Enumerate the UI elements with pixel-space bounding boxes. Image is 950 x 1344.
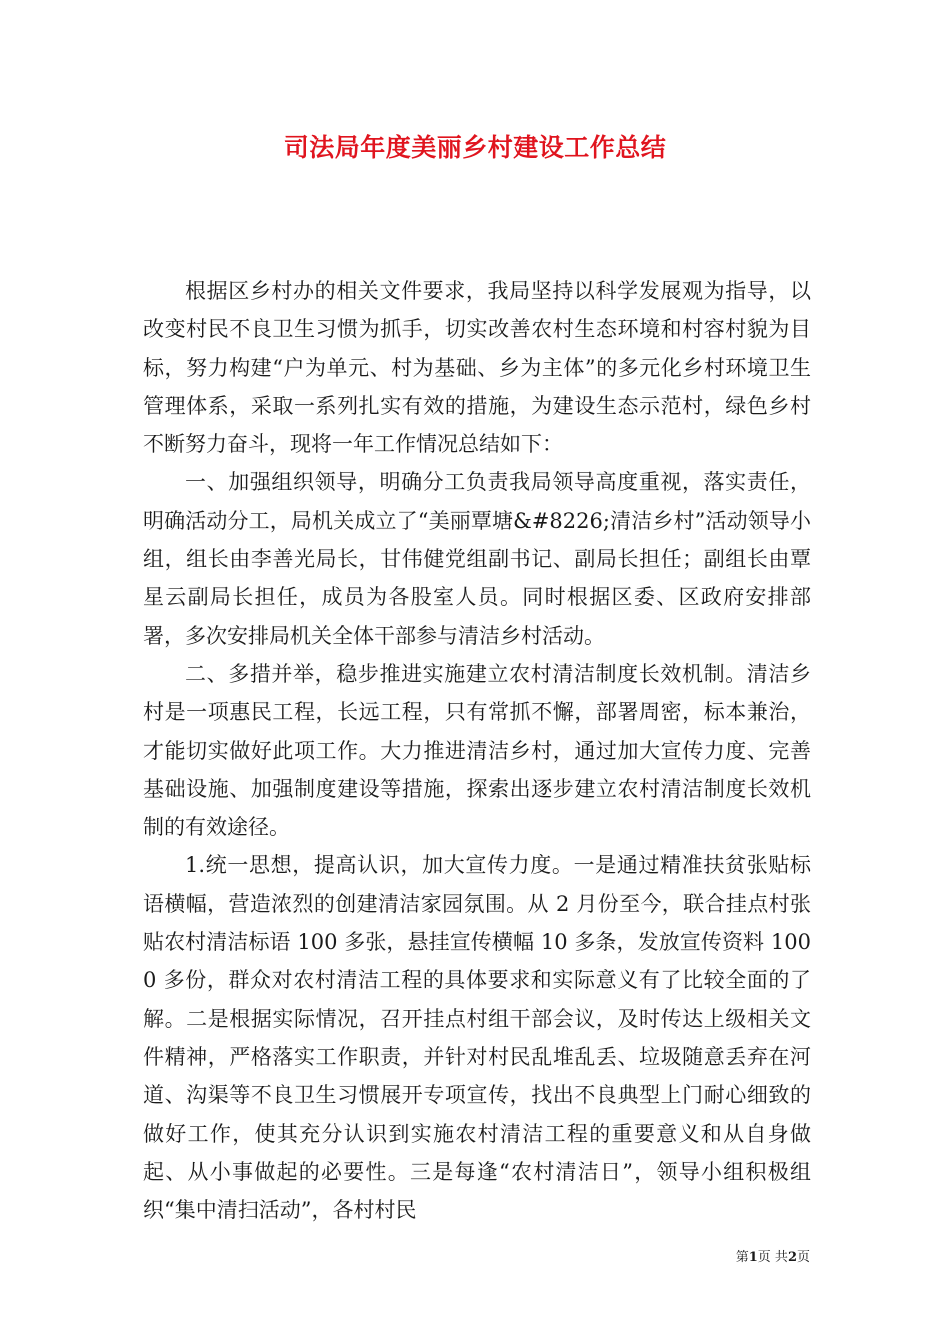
footer-suffix: 页 xyxy=(796,1250,810,1265)
paragraph-intro: 根据区乡村办的相关文件要求，我局坚持以科学发展观为指导，以改变村民不良卫生习惯为抓手，切实改善农村生态环境和村容村貌为目标，努力构建“户为单元、村为基础、乡为主体”的多元化乡村环境卫生管理体系，采取一系列扎实有效的措施，为建设生态示范村，绿色乡村不断努力奋斗，现将一年工作情况总结如下： xyxy=(143,279,811,457)
footer-total-pages: 2 xyxy=(787,1250,797,1265)
page-number-footer xyxy=(680,1246,810,1265)
footer-current-page: 1 xyxy=(748,1250,758,1265)
document-body xyxy=(143,272,811,1229)
paragraph-item-1: 1.统一思想，提高认识，加大宣传力度。一是通过精准扶贫张贴标语横幅，营造浓烈的创建清洁家园氛围。从 2 月份至今，联合挂点村张贴农村清洁标语 100 多张，悬挂宣传横幅 10 多条，发放宣传资料 1000 多份，群众对农村清洁工程的具体要求和实际意义有了比较全面的了解。二是根据实际情况，召开挂点村组干部会议，及时传达上级相关文件精神，严格落实工作职责，并针对村民乱堆乱丢、垃圾随意丢弃在河道、沟渠等不良卫生习惯展开专项宣传，找出不良典型上门耐心细致的做好工作，使其充分认识到实施农村清洁工程的重要意义和从自身做起、从小事做起的必要性。三是每逢“农村清洁日”，领导小组积极组织“集中清扫活动”，各村村民 xyxy=(143,853,811,1223)
footer-middle: 页 共 xyxy=(757,1250,788,1265)
paragraph-section-1: 一、加强组织领导，明确分工负责我局领导高度重视，落实责任，明确活动分工，局机关成立了“美丽覃塘&#8226;清洁乡村”活动领导小组，组长由李善光局长，甘伟健党组副书记、副局长担任；副组长由覃星云副局长担任，成员为各股室人员。同时根据区委、区政府安排部署，多次安排局机关全体干部参与清洁乡村活动。 xyxy=(143,470,811,648)
document-title: 司法局年度美丽乡村建设工作总结 xyxy=(283,133,667,162)
footer-prefix: 第 xyxy=(735,1250,749,1265)
paragraph-section-2: 二、多措并举，稳步推进实施建立农村清洁制度长效机制。清洁乡村是一项惠民工程，长远工程，只有常抓不懈，部署周密，标本兼治，才能切实做好此项工作。大力推进清洁乡村，通过加大宣传力度、完善基础设施、加强制度建设等措施，探索出逐步建立农村清洁制度长效机制的有效途径。 xyxy=(143,661,811,840)
